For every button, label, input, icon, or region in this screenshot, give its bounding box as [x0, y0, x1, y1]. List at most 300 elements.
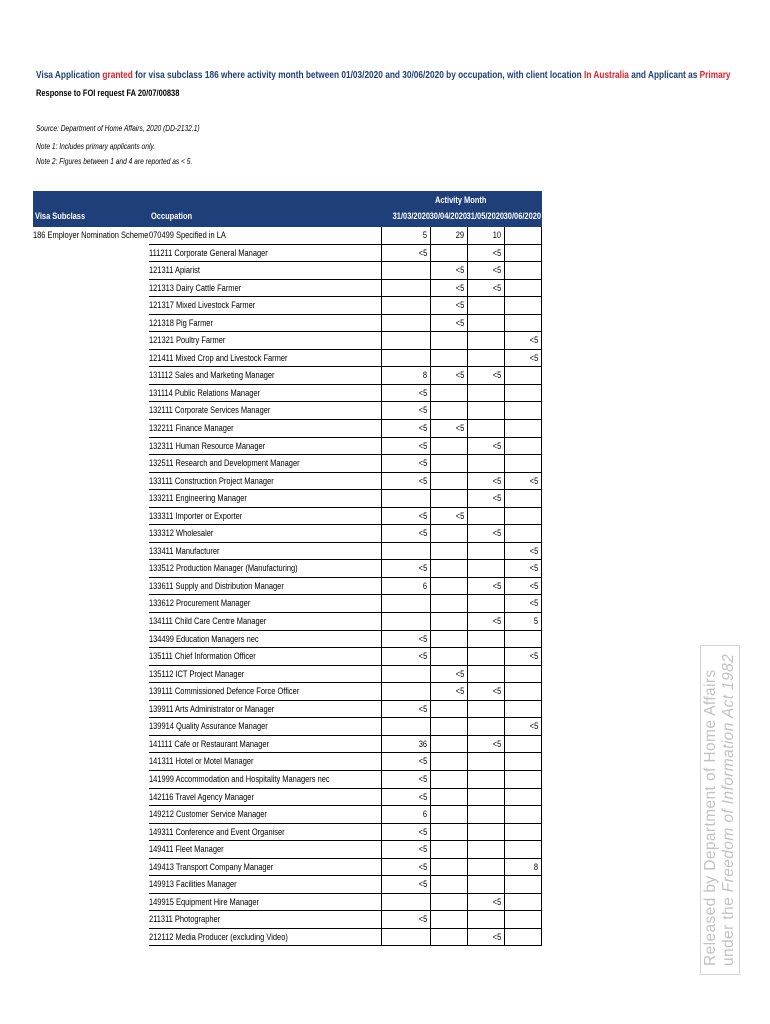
- value-cell-month-2: [430, 438, 467, 456]
- occupation-text: 139914 Quality Assurance Manager: [149, 721, 268, 732]
- occupation-text: 132111 Corporate Services Manager: [149, 405, 271, 416]
- occupation-text: 133211 Engineering Manager: [149, 493, 247, 504]
- occupation-cell: [149, 280, 381, 298]
- source-note: Source: Department of Home Affairs, 2020 (DD-2132.1): [36, 124, 200, 133]
- value-text: <5: [455, 423, 464, 434]
- occupation-cell: [149, 824, 381, 842]
- value-text: <5: [492, 738, 501, 749]
- value-cell-month-2: [430, 297, 467, 315]
- value-cell-month-3: [467, 420, 504, 438]
- value-text: <5: [492, 282, 501, 293]
- occupation-text: 133411 Manufacturer: [149, 545, 220, 556]
- value-text: <5: [492, 931, 501, 942]
- value-cell-month-3: [467, 297, 504, 315]
- value-cell-month-2: [430, 894, 467, 912]
- value-cell-month-2: [430, 508, 467, 526]
- occupation-cell: [149, 438, 381, 456]
- value-cell-month-4: [504, 262, 542, 280]
- table-row: [33, 859, 542, 877]
- occupation-text: 133312 Wholesaler: [149, 528, 214, 539]
- occupation-text: 139111 Commissioned Defence Force Officer: [149, 686, 300, 697]
- table-row: [33, 806, 542, 824]
- value-text: <5: [455, 282, 464, 293]
- value-text: <5: [418, 861, 427, 872]
- table-row: [33, 332, 542, 350]
- value-cell-month-1: [381, 578, 430, 596]
- value-cell-month-1: [381, 876, 430, 894]
- value-cell-month-2: [430, 385, 467, 403]
- table-row: [33, 543, 542, 561]
- value-cell-month-2: [430, 911, 467, 929]
- value-cell-month-4: [504, 806, 542, 824]
- table-row: [33, 718, 542, 736]
- report-title: [36, 70, 731, 81]
- value-cell-month-4: [504, 402, 542, 420]
- value-text: <5: [529, 721, 538, 732]
- value-cell-month-3: [467, 771, 504, 789]
- value-cell-month-3: [467, 525, 504, 543]
- data-table: [33, 227, 542, 946]
- value-cell-month-2: [430, 560, 467, 578]
- value-cell-month-1: [381, 631, 430, 649]
- table-row: [33, 824, 542, 842]
- occupation-text: 133612 Procurement Manager: [149, 598, 251, 609]
- value-cell-month-4: [504, 455, 542, 473]
- value-text: <5: [418, 633, 427, 644]
- value-text: <5: [418, 475, 427, 486]
- value-cell-month-3: [467, 543, 504, 561]
- value-text: <5: [529, 563, 538, 574]
- occupation-text: 134499 Education Managers nec: [149, 633, 259, 644]
- value-cell-month-1: [381, 824, 430, 842]
- value-cell-month-1: [381, 894, 430, 912]
- value-cell-month-1: [381, 508, 430, 526]
- value-text: <5: [418, 440, 427, 451]
- value-text: <5: [492, 580, 501, 591]
- table-row: [33, 280, 542, 298]
- title-granted: granted: [102, 70, 133, 81]
- visa-subclass-cell: [33, 227, 149, 245]
- table-row: [33, 315, 542, 333]
- value-cell-month-4: [504, 929, 542, 947]
- table-row: [33, 297, 542, 315]
- header-activity-month: Activity Month: [435, 195, 487, 205]
- value-cell-month-4: [504, 648, 542, 666]
- occupation-text: 141311 Hotel or Motel Manager: [149, 756, 254, 767]
- occupation-text: 134111 Child Care Centre Manager: [149, 616, 267, 627]
- occupation-cell: [149, 736, 381, 754]
- occupation-text: 149913 Facilities Manager: [149, 879, 237, 890]
- value-cell-month-1: [381, 595, 430, 613]
- occupation-text: 149411 Fleet Manager: [149, 844, 224, 855]
- value-text: <5: [418, 651, 427, 662]
- occupation-cell: [149, 420, 381, 438]
- occupation-text: 133311 Importer or Exporter: [149, 510, 243, 521]
- value-cell-month-4: [504, 859, 542, 877]
- value-cell-month-4: [504, 613, 542, 631]
- value-cell-month-3: [467, 245, 504, 263]
- foi-release-watermark: [700, 645, 740, 975]
- value-cell-month-1: [381, 227, 430, 245]
- table-row: [33, 613, 542, 631]
- occupation-text: 132211 Finance Manager: [149, 423, 234, 434]
- value-cell-month-3: [467, 367, 504, 385]
- table-row: [33, 929, 542, 947]
- occupation-cell: [149, 894, 381, 912]
- value-text: <5: [529, 335, 538, 346]
- occupation-cell: [149, 666, 381, 684]
- value-cell-month-2: [430, 789, 467, 807]
- table-row: [33, 402, 542, 420]
- occupation-cell: [149, 473, 381, 491]
- value-cell-month-4: [504, 718, 542, 736]
- table-row: [33, 245, 542, 263]
- value-text: 6: [422, 809, 427, 820]
- occupation-cell: [149, 595, 381, 613]
- value-cell-month-3: [467, 595, 504, 613]
- value-cell-month-2: [430, 245, 467, 263]
- occupation-cell: [149, 771, 381, 789]
- value-cell-month-4: [504, 367, 542, 385]
- occupation-cell: [149, 560, 381, 578]
- value-cell-month-3: [467, 332, 504, 350]
- value-cell-month-4: [504, 789, 542, 807]
- value-text: <5: [529, 352, 538, 363]
- table-row: [33, 578, 542, 596]
- value-text: <5: [418, 510, 427, 521]
- value-text: <5: [455, 265, 464, 276]
- watermark-line-2-act: Freedom of Information Act 1982: [720, 653, 737, 893]
- value-cell-month-2: [430, 227, 467, 245]
- value-cell-month-1: [381, 701, 430, 719]
- value-text: 29: [455, 230, 464, 240]
- value-text: <5: [418, 914, 427, 925]
- table-row: [33, 648, 542, 666]
- value-cell-month-4: [504, 683, 542, 701]
- value-cell-month-1: [381, 736, 430, 754]
- value-text: <5: [529, 651, 538, 662]
- value-cell-month-1: [381, 753, 430, 771]
- value-cell-month-2: [430, 402, 467, 420]
- value-text: <5: [418, 458, 427, 469]
- value-cell-month-3: [467, 701, 504, 719]
- occupation-cell: [149, 841, 381, 859]
- value-cell-month-3: [467, 227, 504, 245]
- value-cell-month-3: [467, 718, 504, 736]
- value-cell-month-3: [467, 490, 504, 508]
- table-row: [33, 560, 542, 578]
- occupation-text: 141111 Cafe or Restaurant Manager: [149, 738, 270, 749]
- occupation-cell: [149, 332, 381, 350]
- value-cell-month-3: [467, 631, 504, 649]
- value-cell-month-1: [381, 859, 430, 877]
- occupation-cell: [149, 490, 381, 508]
- header-month-2: 30/04/2020: [429, 211, 467, 221]
- value-cell-month-2: [430, 613, 467, 631]
- value-text: <5: [455, 370, 464, 381]
- occupation-text: 211311 Photographer: [149, 914, 221, 925]
- value-cell-month-4: [504, 753, 542, 771]
- occupation-text: 121313 Dairy Cattle Farmer: [149, 282, 242, 293]
- table-row: [33, 876, 542, 894]
- value-cell-month-1: [381, 666, 430, 684]
- table-row: [33, 525, 542, 543]
- value-cell-month-3: [467, 385, 504, 403]
- value-cell-month-4: [504, 297, 542, 315]
- table-row: [33, 701, 542, 719]
- value-cell-month-4: [504, 508, 542, 526]
- table-row: [33, 789, 542, 807]
- value-cell-month-4: [504, 560, 542, 578]
- value-text: <5: [418, 423, 427, 434]
- occupation-cell: [149, 350, 381, 368]
- occupation-cell: [149, 297, 381, 315]
- table-row: [33, 736, 542, 754]
- header-visa-subclass: Visa Subclass: [35, 211, 86, 221]
- value-cell-month-2: [430, 701, 467, 719]
- table-row: [33, 753, 542, 771]
- value-cell-month-3: [467, 613, 504, 631]
- value-text: <5: [492, 528, 501, 539]
- header-occupation: Occupation: [151, 211, 193, 221]
- value-cell-month-2: [430, 824, 467, 842]
- title-part-3: and Applicant as: [628, 70, 700, 81]
- value-text: <5: [418, 826, 427, 837]
- table-row: [33, 262, 542, 280]
- occupation-text: 131112 Sales and Marketing Manager: [149, 370, 275, 381]
- value-cell-month-2: [430, 753, 467, 771]
- occupation-cell: [149, 911, 381, 929]
- value-text: <5: [492, 896, 501, 907]
- table-row: [33, 490, 542, 508]
- value-cell-month-4: [504, 280, 542, 298]
- value-text: <5: [529, 580, 538, 591]
- header-month-4: 30/06/2020: [503, 211, 541, 221]
- value-cell-month-3: [467, 841, 504, 859]
- value-cell-month-3: [467, 753, 504, 771]
- value-cell-month-4: [504, 841, 542, 859]
- value-cell-month-4: [504, 911, 542, 929]
- value-cell-month-2: [430, 841, 467, 859]
- value-text: 8: [422, 370, 427, 381]
- value-cell-month-4: [504, 595, 542, 613]
- value-text: <5: [418, 756, 427, 767]
- occupation-text: 139911 Arts Administrator or Manager: [149, 703, 275, 714]
- value-cell-month-4: [504, 876, 542, 894]
- value-cell-month-3: [467, 262, 504, 280]
- value-cell-month-1: [381, 385, 430, 403]
- occupation-text: 149915 Equipment Hire Manager: [149, 896, 260, 907]
- value-cell-month-1: [381, 297, 430, 315]
- occupation-cell: [149, 385, 381, 403]
- value-cell-month-2: [430, 718, 467, 736]
- occupation-text: 121321 Poultry Farmer: [149, 335, 226, 346]
- value-cell-month-3: [467, 859, 504, 877]
- occupation-text: 111211 Corporate General Manager: [149, 247, 268, 258]
- value-text: <5: [418, 844, 427, 855]
- value-text: 6: [422, 580, 427, 591]
- value-cell-month-3: [467, 666, 504, 684]
- report-subtitle: Response to FOI request FA 20/07/00838: [36, 88, 180, 98]
- value-cell-month-4: [504, 631, 542, 649]
- value-text: <5: [418, 703, 427, 714]
- value-cell-month-4: [504, 894, 542, 912]
- table-row: [33, 841, 542, 859]
- table-row: [33, 367, 542, 385]
- occupation-text: 121317 Mixed Livestock Farmer: [149, 300, 256, 311]
- value-text: <5: [492, 265, 501, 276]
- occupation-cell: [149, 753, 381, 771]
- occupation-text: 121311 Apiarist: [149, 265, 200, 276]
- value-cell-month-4: [504, 666, 542, 684]
- value-cell-month-1: [381, 613, 430, 631]
- watermark-line-2: [720, 654, 738, 966]
- occupation-text: 132511 Research and Development Manager: [149, 458, 300, 469]
- value-text: <5: [455, 668, 464, 679]
- value-cell-month-4: [504, 420, 542, 438]
- table-row: [33, 438, 542, 456]
- value-cell-month-2: [430, 859, 467, 877]
- occupation-cell: [149, 245, 381, 263]
- value-cell-month-1: [381, 560, 430, 578]
- value-cell-month-3: [467, 315, 504, 333]
- value-text: <5: [492, 475, 501, 486]
- occupation-cell: [149, 227, 381, 245]
- value-cell-month-2: [430, 929, 467, 947]
- value-text: <5: [529, 545, 538, 556]
- occupation-cell: [149, 525, 381, 543]
- value-text: <5: [418, 879, 427, 890]
- value-cell-month-1: [381, 929, 430, 947]
- value-cell-month-2: [430, 543, 467, 561]
- value-cell-month-3: [467, 911, 504, 929]
- occupation-cell: [149, 402, 381, 420]
- value-text: 5: [422, 230, 427, 240]
- table-row: [33, 631, 542, 649]
- value-cell-month-1: [381, 367, 430, 385]
- value-cell-month-2: [430, 350, 467, 368]
- value-cell-month-2: [430, 473, 467, 491]
- note-1: Note 1: Includes primary applicants only.: [36, 142, 156, 151]
- value-text: <5: [418, 247, 427, 258]
- value-cell-month-2: [430, 631, 467, 649]
- table-row: [33, 683, 542, 701]
- value-cell-month-2: [430, 578, 467, 596]
- value-cell-month-4: [504, 332, 542, 350]
- value-cell-month-2: [430, 262, 467, 280]
- value-cell-month-3: [467, 648, 504, 666]
- occupation-cell: [149, 701, 381, 719]
- value-cell-month-3: [467, 789, 504, 807]
- occupation-text: 149311 Conference and Event Organiser: [149, 826, 285, 837]
- occupation-text: 131114 Public Relations Manager: [149, 387, 261, 398]
- value-text: <5: [418, 387, 427, 398]
- title-part-2: for visa subclass 186 where activity month between 01/03/2020 and 30/06/2020 by occupation, with client location: [132, 70, 585, 81]
- value-cell-month-3: [467, 560, 504, 578]
- value-cell-month-2: [430, 315, 467, 333]
- table-row: [33, 473, 542, 491]
- occupation-cell: [149, 578, 381, 596]
- value-cell-month-1: [381, 280, 430, 298]
- value-text: <5: [492, 686, 501, 697]
- value-text: 36: [418, 738, 427, 749]
- value-cell-month-4: [504, 543, 542, 561]
- value-cell-month-4: [504, 490, 542, 508]
- occupation-cell: [149, 806, 381, 824]
- occupation-cell: [149, 613, 381, 631]
- value-text: <5: [455, 686, 464, 697]
- value-cell-month-1: [381, 402, 430, 420]
- occupation-text: 121318 Pig Farmer: [149, 317, 213, 328]
- occupation-text: 142116 Travel Agency Manager: [149, 791, 254, 802]
- occupation-cell: [149, 455, 381, 473]
- occupation-cell: [149, 683, 381, 701]
- value-text: <5: [492, 247, 501, 258]
- value-cell-month-1: [381, 911, 430, 929]
- value-cell-month-1: [381, 262, 430, 280]
- value-cell-month-1: [381, 455, 430, 473]
- value-cell-month-3: [467, 438, 504, 456]
- value-cell-month-3: [467, 280, 504, 298]
- occupation-cell: [149, 876, 381, 894]
- value-cell-month-1: [381, 315, 430, 333]
- value-cell-month-1: [381, 350, 430, 368]
- value-cell-month-1: [381, 648, 430, 666]
- value-cell-month-3: [467, 508, 504, 526]
- occupation-text: 132311 Human Resource Manager: [149, 440, 266, 451]
- value-cell-month-1: [381, 543, 430, 561]
- occupation-cell: [149, 262, 381, 280]
- table-row: [33, 455, 542, 473]
- occupation-text: 212112 Media Producer (excluding Video): [149, 931, 288, 942]
- occupation-text: 121411 Mixed Crop and Livestock Farmer: [149, 352, 288, 363]
- value-cell-month-3: [467, 455, 504, 473]
- value-cell-month-4: [504, 315, 542, 333]
- value-cell-month-1: [381, 806, 430, 824]
- value-cell-month-1: [381, 841, 430, 859]
- occupation-cell: [149, 367, 381, 385]
- value-cell-month-3: [467, 402, 504, 420]
- value-cell-month-3: [467, 473, 504, 491]
- table-row: [33, 595, 542, 613]
- value-cell-month-1: [381, 789, 430, 807]
- value-cell-month-3: [467, 578, 504, 596]
- value-cell-month-2: [430, 771, 467, 789]
- value-cell-month-4: [504, 227, 542, 245]
- value-text: <5: [455, 317, 464, 328]
- header-month-1: 31/03/2020: [392, 211, 430, 221]
- occupation-text: 070499 Specified in LA: [149, 230, 226, 240]
- value-cell-month-2: [430, 332, 467, 350]
- value-cell-month-2: [430, 455, 467, 473]
- occupation-cell: [149, 718, 381, 736]
- value-cell-month-3: [467, 894, 504, 912]
- value-cell-month-3: [467, 683, 504, 701]
- watermark-line-1: Released by Department of Home Affairs: [702, 669, 719, 966]
- value-cell-month-1: [381, 525, 430, 543]
- occupation-cell: [149, 789, 381, 807]
- value-cell-month-3: [467, 824, 504, 842]
- occupation-cell: [149, 543, 381, 561]
- occupation-text: 141999 Accommodation and Hospitality Managers nec: [149, 773, 330, 784]
- value-cell-month-4: [504, 525, 542, 543]
- value-cell-month-1: [381, 245, 430, 263]
- value-cell-month-3: [467, 350, 504, 368]
- visa-subclass-text: 186 Employer Nomination Scheme: [33, 230, 149, 240]
- occupation-text: 135112 ICT Project Manager: [149, 668, 245, 679]
- value-cell-month-2: [430, 525, 467, 543]
- value-text: <5: [492, 616, 501, 627]
